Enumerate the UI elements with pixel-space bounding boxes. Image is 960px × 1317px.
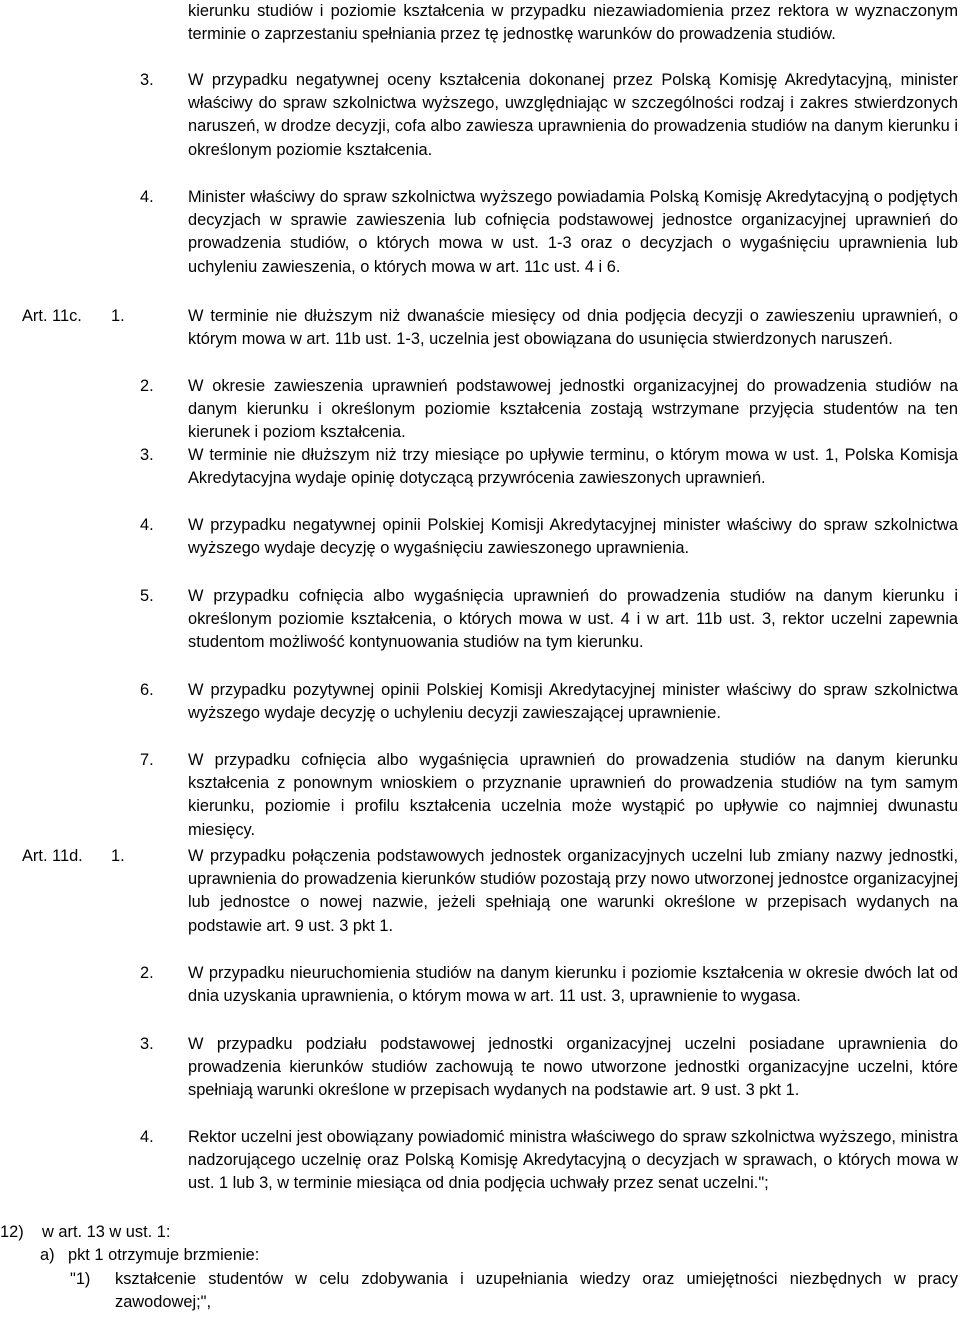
paragraph-number: 4. — [140, 188, 154, 206]
amendment-quote-text: kształcenie studentów w celu zdobywania i uzupełniania wiedzy oraz umiejętności niezbędnych w pracy zawodowej;", — [115, 1270, 958, 1312]
paragraph — [0, 1033, 960, 1129]
paragraph-text: Minister właściwy do spraw szkolnictwa wyższego powiadamia Polską Komisję Akredytacyjną o podjętych decyzjach w sprawie zawieszenia lub cofnięcia podstawowej jednostce organizacyjnej uprawnień do prowadzenia studiów, o których mowa w ust. 1-3 oraz o decyzjach o wygaśnięciu uprawnienia lub uchyleniu zawieszenia, o których mowa w art. 11c ust. 4 i 6. — [188, 188, 958, 276]
paragraph — [0, 749, 960, 845]
paragraph-number: 4. — [140, 516, 154, 534]
paragraph-number: 3. — [140, 446, 154, 464]
amendment-quote — [0, 1268, 960, 1316]
paragraph — [0, 69, 960, 165]
amendment-point-text: w art. 13 w ust. 1: — [42, 1223, 171, 1241]
paragraph-number: 1. — [111, 847, 125, 865]
amendment-quote-number: "1) — [70, 1270, 91, 1288]
amendment-subpoint-text: pkt 1 otrzymuje brzmienie: — [68, 1246, 260, 1264]
article-label: Art. 11d. — [22, 847, 83, 865]
paragraph-number: 4. — [140, 1128, 154, 1146]
paragraph-text: W terminie nie dłuższym niż trzy miesiące po upływie terminu, o którym mowa w ust. 1, Polska Komisja Akredytacyjna wydaje opinię dotyczącą przywrócenia zawieszonych uprawnień. — [188, 446, 958, 488]
paragraph-number: 2. — [140, 964, 154, 982]
amendment-subpoint-label: a) — [40, 1246, 55, 1264]
paragraph-number: 6. — [140, 681, 154, 699]
amendment-point — [0, 1221, 960, 1245]
paragraph-number: 3. — [140, 1035, 154, 1053]
amendment-subpoint — [0, 1244, 960, 1268]
paragraph — [0, 186, 960, 282]
paragraph-text: W przypadku negatywnej opinii Polskiej Komisji Akredytacyjnej minister właściwy do spraw szkolnictwa wyższego wydaje decyzję o wygaśnięciu zawieszonego uprawnienia. — [188, 516, 958, 558]
paragraph-number: 5. — [140, 587, 154, 605]
paragraph-text: W przypadku podziału podstawowej jednostki organizacyjnej uczelni posiadane uprawnienia do prowadzenia kierunków studiów zachowują te nowo utworzone jednostki organizacyjne uczelni, które spełniają warunki określone w przepisach wydanych na podstawie art. 9 ust. 3 pkt 1. — [188, 1035, 958, 1100]
paragraph-text: W przypadku pozytywnej opinii Polskiej Komisji Akredytacyjnej minister właściwy do spraw szkolnictwa wyższego wydaje decyzję o uchyleniu decyzji zawieszającej uprawnienie. — [188, 681, 958, 723]
paragraph-text: W przypadku nieuruchomienia studiów na danym kierunku i poziomie kształcenia w okresie dwóch lat od dnia uzyskania uprawnienia, o którym mowa w art. 11 ust. 3, uprawnienie to wygasa. — [188, 964, 958, 1006]
paragraph-number: 2. — [140, 377, 154, 395]
paragraph-text: W przypadku negatywnej oceny kształcenia dokonanej przez Polską Komisję Akredytacyjną, minister właściwy do spraw szkolnictwa wyższego, uwzględniając w szczególności rodzaj i zakres stwierdzonych naruszeń, w drodze decyzji, cofa albo zawiesza uprawnienia do prowadzenia studiów na danym kierunku i określonym poziomie kształcenia. — [188, 71, 958, 159]
paragraph — [0, 1126, 960, 1222]
paragraph-text: W przypadku cofnięcia albo wygaśnięcia uprawnień do prowadzenia studiów na danym kierunku i określonym poziomie kształcenia, o których mowa w ust. 4 i w art. 11b ust. 3, rektor uczelni zapewnia studentom możliwość kontynuowania studiów na tym kierunku. — [188, 587, 958, 652]
article-label: Art. 11c. — [22, 307, 82, 325]
paragraph-number: 7. — [140, 751, 154, 769]
paragraph — [0, 585, 960, 681]
amendment-point-label: 12) — [0, 1223, 24, 1241]
paragraph-text: W przypadku cofnięcia albo wygaśnięcia uprawnień do prowadzenia studiów na danym kierunku kształcenia z ponownym wnioskiem o przyznanie uprawnień do prowadzenia studiów na tym samym kierunku, poziomie i profilu kształcenia uczelnia może wystąpić po upływie co najmniej dwunastu miesięcy. — [188, 751, 958, 839]
paragraph-text: W przypadku połączenia podstawowych jednostek organizacyjnych uczelni lub zmiany nazwy jednostki, uprawnienia do prowadzenia kierunków studiów pozostają przy nowo utworzonej jednostce organizacyjnej lub jednostce o nowej nazwie, jeżeli spełniają one warunki określone w przepisach wydanych na podstawie art. 9 ust. 3 pkt 1. — [188, 847, 958, 935]
paragraph-number: 1. — [111, 307, 125, 325]
paragraph-text: Rektor uczelni jest obowiązany powiadomić ministra właściwego do spraw szkolnictwa wyższego, ministra nadzorującego uczelnię oraz Polską Komisję Akredytacyjną o decyzjach w sprawach, o których mowa w ust. 1 lub 3, w terminie miesiąca od dnia podjęcia uchwały przez senat uczelni."; — [188, 1128, 958, 1193]
paragraph-text: kierunku studiów i poziomie kształcenia w przypadku niezawiadomienia przez rektora w wyznaczonym terminie o zaprzestaniu spełniania przez tę jednostkę warunków do prowadzenia studiów. — [188, 2, 958, 44]
paragraph-text: W terminie nie dłuższym niż dwanaście miesięcy od dnia podjęcia decyzji o zawieszeniu uprawnień, o którym mowa w art. 11b ust. 1-3, uczelnia jest obowiązana do usunięcia stwierdzonych naruszeń. — [188, 307, 958, 349]
paragraph-text: W okresie zawieszenia uprawnień podstawowej jednostki organizacyjnej do prowadzenia studiów na danym kierunku i określonym poziomie kształcenia zostają wstrzymane przyjęcia studentów na ten kierunek i poziom kształcenia. — [188, 377, 958, 442]
article-paragraph — [0, 845, 960, 941]
paragraph-number: 3. — [140, 71, 154, 89]
